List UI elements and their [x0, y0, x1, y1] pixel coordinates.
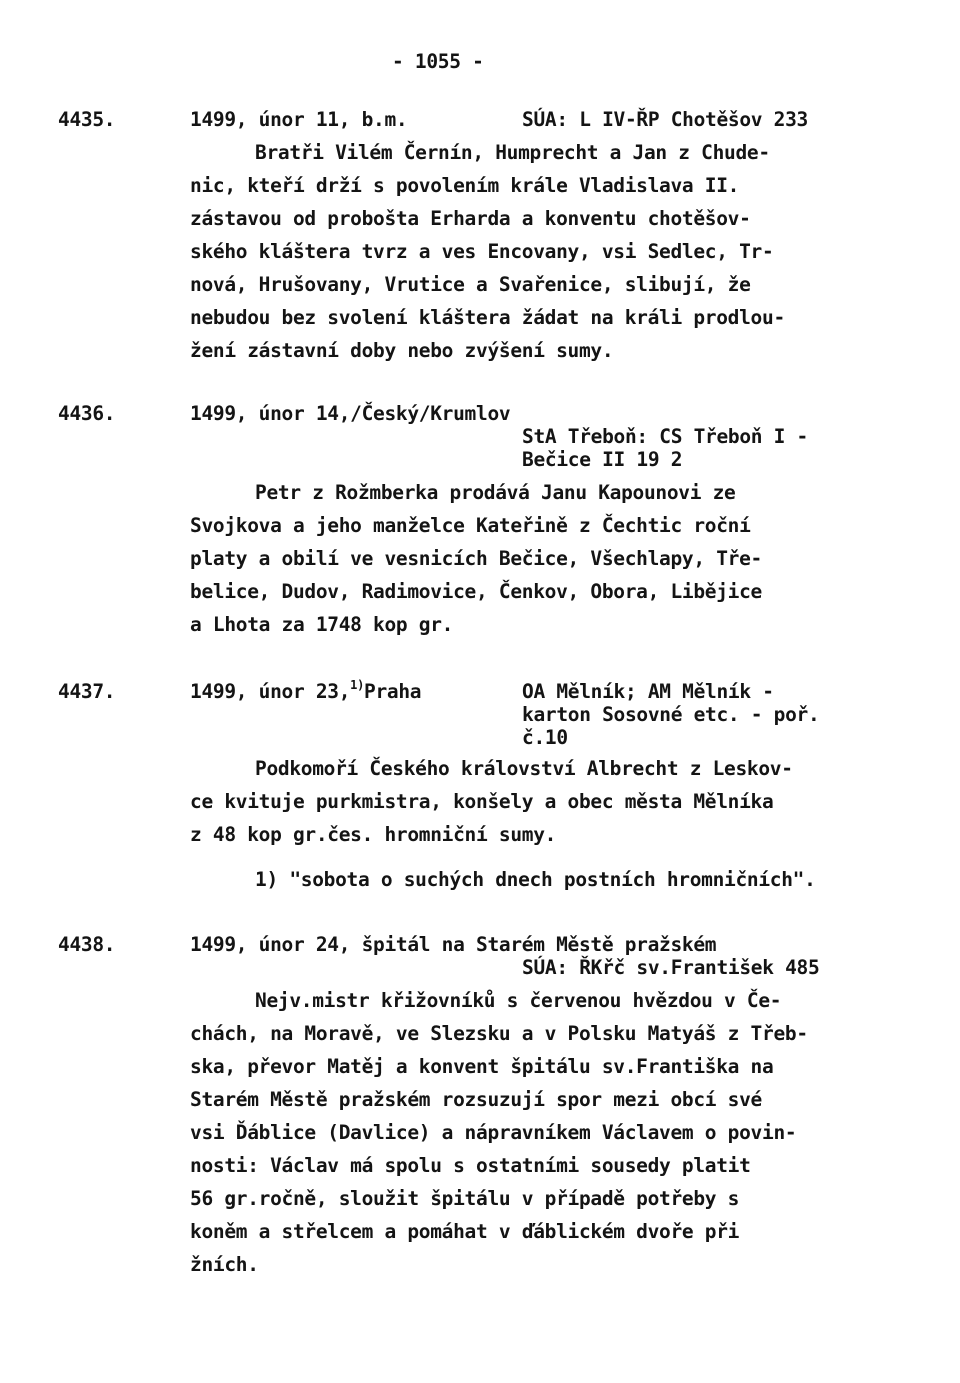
entry-text-line: nová, Hrušovany, Vrutice a Svařenice, slibují, že	[190, 273, 751, 296]
entry-text-line: z 48 kop gr.čes. hromniční sumy.	[190, 823, 557, 846]
entry-text-line: koněm a střelcem a pomáhat v ďáblickém dvoře při	[190, 1220, 740, 1243]
entry-source: OA Mělník; AM Mělník -	[522, 680, 774, 703]
page-number: - 1055 -	[392, 50, 484, 73]
entry-source-continued: karton Sosovné etc. - poř.	[522, 703, 820, 726]
entry-source: SÚA: L IV-ŘP Chotěšov 233	[522, 108, 809, 131]
entry-footnote: 1) "sobota o suchých dnech postních hromničních".	[255, 868, 816, 891]
entry-text-line: platy a obilí ve vesnicích Bečice, Všechlapy, Tře-	[190, 547, 763, 570]
entry-text-line: Petr z Rožmberka prodává Janu Kapounovi ze	[255, 481, 736, 504]
entry-place: Praha	[364, 680, 422, 703]
entry-text-line: Nejv.mistr křižovníků s červenou hvězdou v Če-	[255, 989, 782, 1012]
entry-text-line: a Lhota za 1748 kop gr.	[190, 613, 454, 636]
entry-text-line: belice, Dudov, Radimovice, Čenkov, Obora, Libějice	[190, 580, 763, 603]
entry-text-line: ska, převor Matěj a konvent špitálu sv.Františka na	[190, 1055, 774, 1078]
entry-source-continued: Bečice II 19 2	[522, 448, 683, 471]
entry-text-line: Svojkova a jeho manželce Kateřině z Čechtic roční	[190, 514, 751, 537]
entry-text-line: Starém Městě pražském rozsuzují spor mezi obcí své	[190, 1088, 763, 1111]
entry-text-line: nebudou bez svolení kláštera žádat na králi prodlou-	[190, 306, 785, 329]
footnote-marker: 1)	[350, 678, 365, 692]
entry-text-line: nic, kteří drží s povolením krále Vladislava II.	[190, 174, 740, 197]
entry-number: 4438.	[58, 933, 116, 956]
entry-text-line: chách, na Moravě, ve Slezsku a v Polsku Matyáš z Třeb-	[190, 1022, 808, 1045]
entry-text-line: žení zástavní doby nebo zvýšení sumy.	[190, 339, 614, 362]
entry-text-line: Podkomoří Českého království Albrecht z Leskov-	[255, 757, 793, 780]
entry-text-line: Bratři Vilém Černín, Humprecht a Jan z Chude-	[255, 141, 770, 164]
entry-text-line: ce kvituje purkmistra, konšely a obec města Mělníka	[190, 790, 774, 813]
entry-date-place: 1499, únor 11, b.m.	[190, 108, 408, 131]
entry-number: 4437.	[58, 680, 116, 703]
entry-number: 4436.	[58, 402, 116, 425]
entry-source: StA Třeboň: CS Třeboň I -	[522, 425, 809, 448]
entry-text-line: ského kláštera tvrz a ves Encovany, vsi Sedlec, Tr-	[190, 240, 774, 263]
entry-source: SÚA: ŘKřč sv.František 485	[522, 956, 820, 979]
entry-text-line: nosti: Václav má spolu s ostatními sousedy platit	[190, 1154, 751, 1177]
entry-number: 4435.	[58, 108, 116, 131]
entry-text-line: zástavou od proboštа Erharda a konventu chotěšov-	[190, 207, 751, 230]
entry-date-place: 1499, únor 24, špitál na Starém Městě pražském	[190, 933, 717, 956]
entry-date-place: 1499, únor 14,/Český/Krumlov	[190, 402, 511, 425]
entry-text-line: 56 gr.ročně, sloužit špitálu v případě potřeby s	[190, 1187, 740, 1210]
entry-text-line: žních.	[190, 1253, 259, 1276]
entry-text-line: vsi Ďáblice (Davlice) a nápravníkem Václavem o povin-	[190, 1121, 797, 1144]
entry-source-continued: č.10	[522, 726, 568, 749]
entry-date-place	[190, 680, 421, 704]
entry-date: 1499, únor 23,	[190, 680, 351, 703]
